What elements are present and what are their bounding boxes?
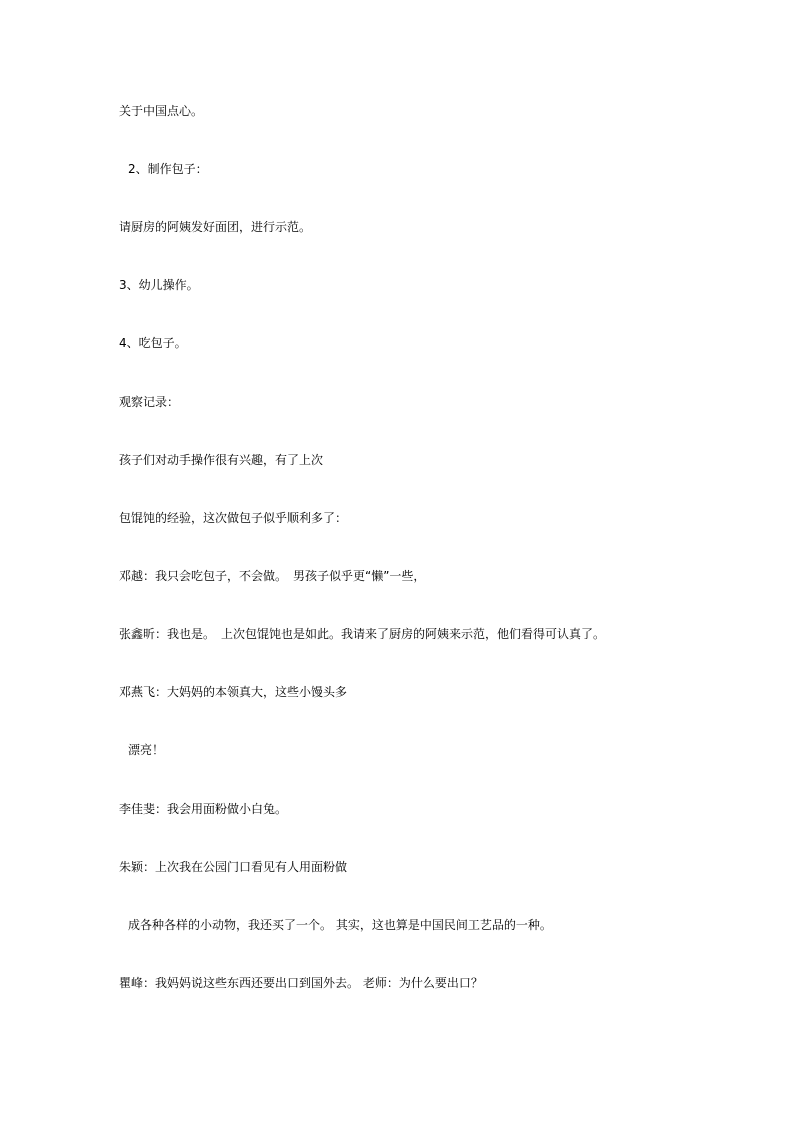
dialogue-line: 朱颖：上次我在公园门口看见有人用面粉做 [119,860,348,874]
dialogue-line: 张鑫昕：我也是。 上次包馄饨也是如此。我请来了厨房的阿姨来示范，他们看得可认真了。 [119,627,606,641]
text-line: 请厨房的阿姨发好面团，进行示范。 [119,220,312,234]
dialogue-line: 邓燕飞：大妈妈的本领真大，这些小馒头多 [119,685,348,699]
text-line: 关于中国点心。 [119,104,204,118]
dialogue-continuation: 漂亮！ [128,743,165,757]
text-line: 包馄饨的经验，这次做包子似乎顺利多了： [119,511,348,525]
step-heading: 4、吃包子。 [119,336,187,350]
dialogue-line: 瞿峰：我妈妈说这些东西还要出口到国外去。 老师：为什么要出口？ [119,976,483,990]
dialogue-line: 李佳斐：我会用面粉做小白兔。 [119,802,288,816]
dialogue-continuation: 成各种各样的小动物，我还买了一个。 其实，这也算是中国民间工艺品的一种。 [128,918,552,932]
step-heading: 3、幼儿操作。 [119,278,199,292]
text-line: 孩子们对动手操作很有兴趣，有了上次 [119,453,324,467]
step-heading: 2、制作包子： [128,162,208,176]
section-heading: 观察记录： [119,395,180,409]
dialogue-line: 邓越：我只会吃包子，不会做。 男孩子似乎更“懒”一些， [119,569,426,583]
